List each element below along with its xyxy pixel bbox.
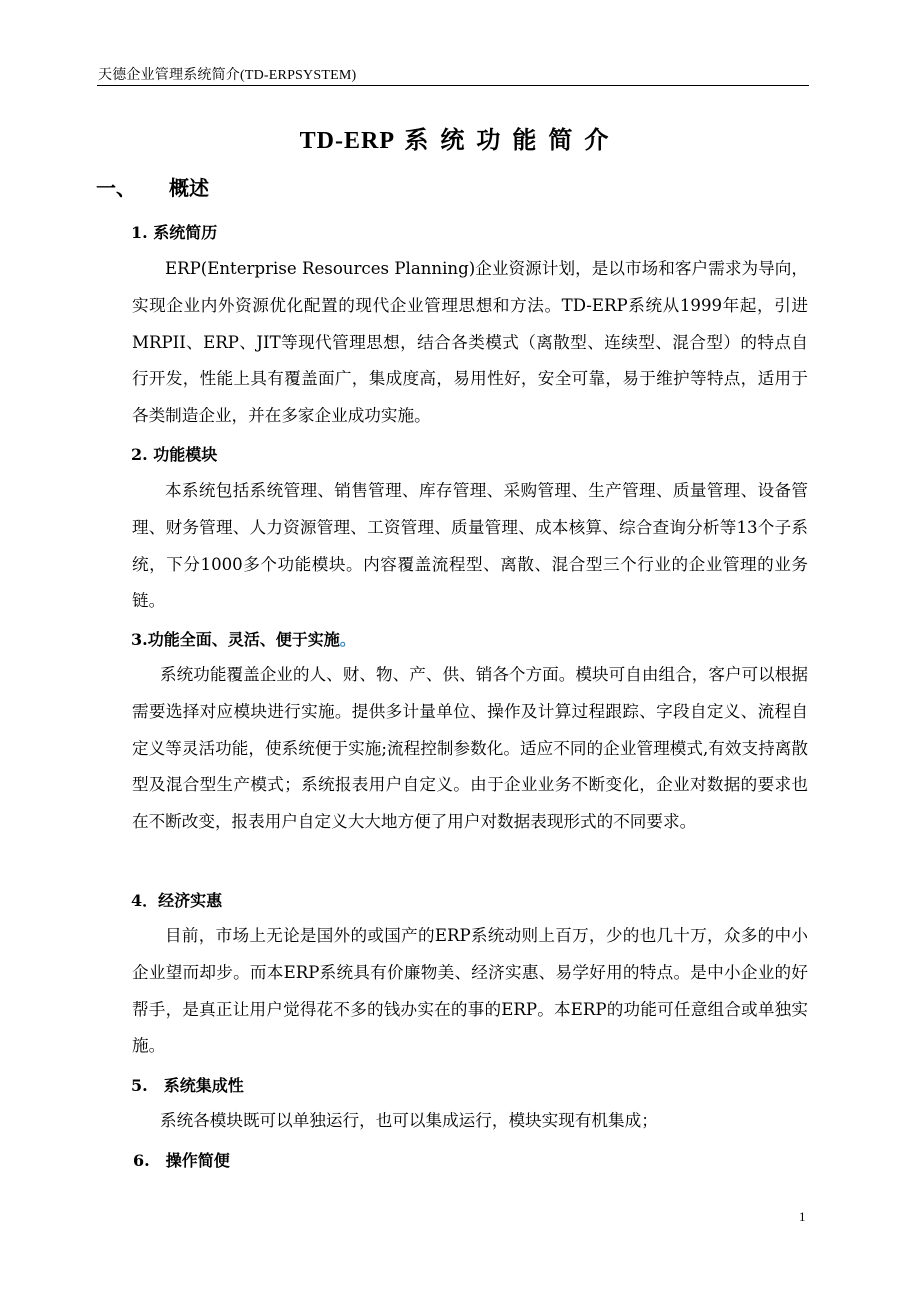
paragraph-5: 系统各模块既可以单独运行，也可以集成运行，模块实现有机集成； xyxy=(160,1111,658,1130)
header-rule xyxy=(97,85,809,86)
subsection-heading-6: 6. 操作简便 xyxy=(133,1151,230,1170)
paragraph-4: 目前，市场上无论是国外的或国产的ERP系统动则上百万，少的也几十万，众多的中小企业望而却步。而本ERP系统具有价廉物美、经济实惠、易学好用的特点。是中小企业的好帮手，是真正让用户觉得花不多的钱办实在的事的ERP。本ERP的功能可任意组合或单独实施。 xyxy=(132,926,808,1056)
running-header: 天德企业管理系统简介(TD-ERPSYSTEM) xyxy=(98,68,357,83)
section-heading xyxy=(96,172,209,201)
title-latin: TD-ERP xyxy=(299,128,395,154)
paragraph-1: ERP(Enterprise Resources Planning)企业资源计划，是以市场和客户需求为导向，实现企业内外资源优化配置的现代企业管理思想和方法。TD-ERP系统从1999年起，引进MRPII、ERP、JIT等现代管理思想，结合各类模式（离散型、连续型、混合型）的特点自行开发，性能上具有覆盖面广，集成度高，易用性好，安全可靠，易于维护等特点，适用于各类制造企业，并在多家企业成功实施。 xyxy=(132,259,808,426)
paragraph-3: 系统功能覆盖企业的人、财、物、产、供、销各个方面。模块可自由组合，客户可以根据需要选择对应模块进行实施。提供多计量单位、操作及计算过程跟踪、字段自定义、流程自定义等灵活功能，使系统便于实施;流程控制参数化。适应不同的企业管理模式,有效支持离散型及混合型生产模式；系统报表用户自定义。由于企业业务不断变化，企业对数据的要求也在不断改变，报表用户自定义大大地方便了用户对数据表现形式的不同要求。 xyxy=(132,665,808,832)
page-number: 1 xyxy=(799,1209,806,1224)
paragraph-2: 本系统包括系统管理、销售管理、库存管理、采购管理、生产管理、质量管理、设备管理、财务管理、人力资源管理、工资管理、质量管理、成本核算、综合查询分析等13个子系统，下分1000多个功能模块。内容覆盖流程型、离散、混合型三个行业的企业管理的业务链。 xyxy=(132,481,808,611)
section-number: 一、 xyxy=(96,176,136,200)
subsection-heading-5: 5. 系统集成性 xyxy=(131,1076,244,1095)
subsection-heading-3-text: 3.功能全面、灵活、便于实施 xyxy=(131,630,340,649)
title-cjk: 系统功能简介 xyxy=(404,125,621,154)
document-title xyxy=(0,120,920,155)
subsection-heading-3-dot: 。 xyxy=(339,630,356,649)
subsection-heading-1: 1. 系统简历 xyxy=(131,223,218,242)
section-label: 概述 xyxy=(168,176,209,200)
subsection-heading-4: 4．经济实惠 xyxy=(131,891,223,910)
subsection-heading-3 xyxy=(131,627,356,650)
subsection-heading-2: 2. 功能模块 xyxy=(131,445,218,464)
